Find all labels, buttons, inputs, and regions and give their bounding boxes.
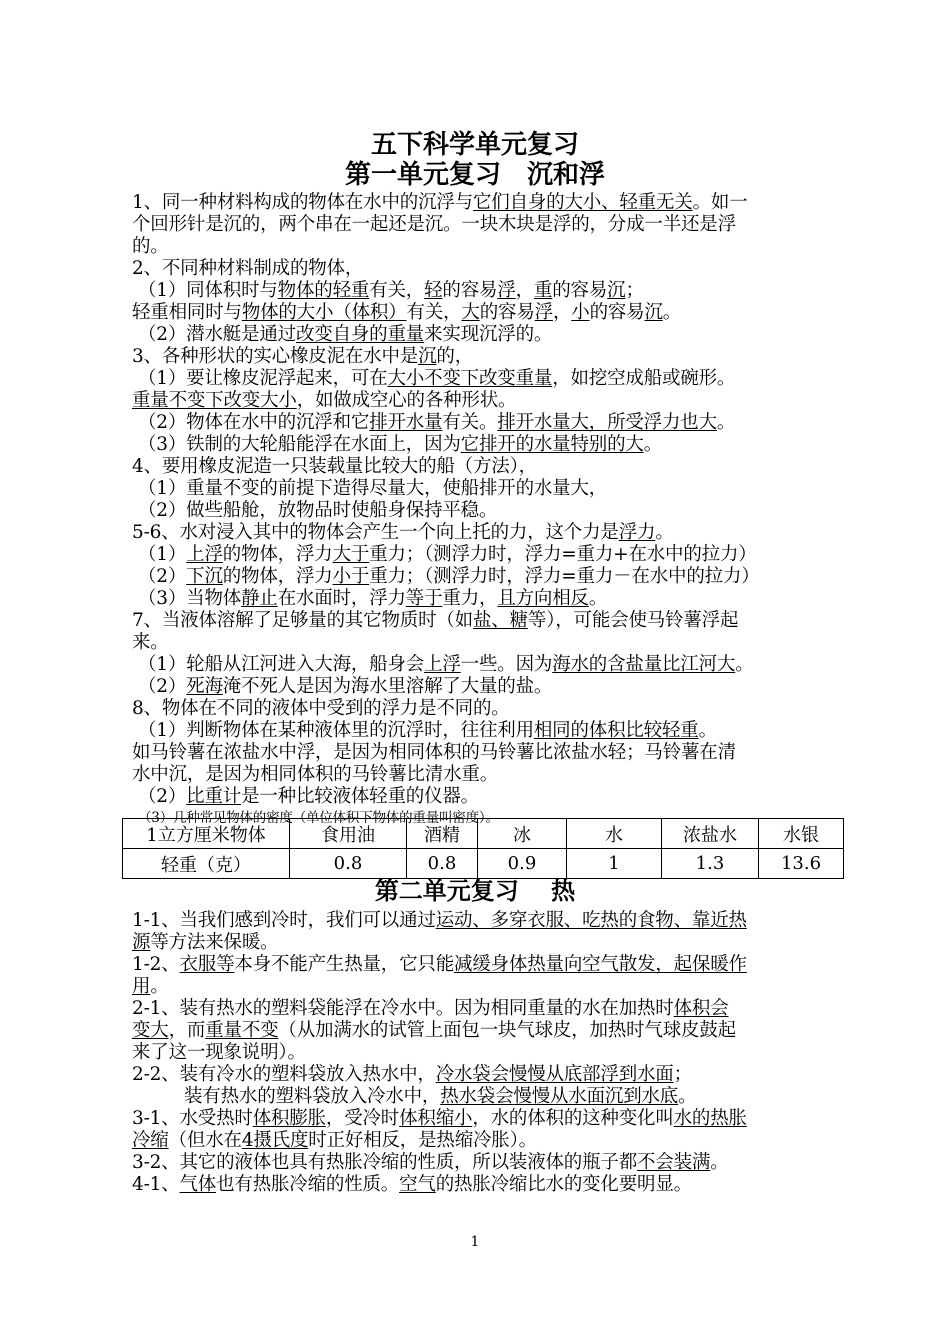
underlined-answer: 沉 [644, 302, 663, 323]
document-title: 五下科学单元复习 [370, 130, 579, 160]
text-span: ，如挖空成船或碗形。 [552, 368, 736, 389]
text-span: 2、不同种材料制成的物体， [132, 258, 364, 279]
paragraph-line [132, 192, 842, 214]
underlined-answer: 相同的体积比较轻重 [533, 720, 699, 741]
underlined-answer: 排开水量大，所受浮力也大 [497, 412, 717, 433]
paragraph-line [132, 280, 842, 302]
paragraph-line [132, 302, 842, 324]
paragraph-line [132, 346, 842, 368]
underlined-answer: 它排开的水量特别的大 [460, 434, 644, 455]
underlined-answer: 物体的大小（体积） [241, 302, 407, 323]
text-span: 。 [698, 720, 717, 741]
table-header-row [123, 819, 844, 849]
underlined-answer: 源 [132, 932, 151, 953]
unit1-content [132, 192, 842, 828]
underlined-answer: 大于 [332, 544, 370, 565]
table-cell: 酒精 [407, 819, 478, 849]
table-cell: 0.8 [407, 849, 478, 879]
text-span: 7、当液体溶解了足够量的其它物质时（如 [132, 610, 473, 631]
text-span: 2-2、装有冷水的塑料袋放入热水中， [132, 1064, 436, 1085]
paragraph-line [132, 632, 842, 654]
text-span: 来实现沉浮的。 [424, 324, 553, 345]
text-span: 的物体，浮力 [222, 566, 333, 587]
text-span: 重力；（测浮力时，浮力=重力－在水中的拉力） [369, 566, 760, 587]
underlined-answer: 冷水袋会慢慢从底部浮到水面 [435, 1064, 674, 1085]
text-span: （1）同体积时与 [138, 280, 278, 301]
underlined-answer: 静止 [241, 588, 278, 609]
text-span: 4-1、 [132, 1174, 180, 1195]
text-span: （2）做些船舱，放物品时使船身保持平稳。 [138, 500, 498, 521]
underlined-answer: 下沉 [186, 566, 223, 587]
underlined-answer: 小于 [332, 566, 370, 587]
underlined-answer: 小 [571, 302, 590, 323]
unit2-heading: 第二单元复习 热 [374, 877, 576, 905]
text-span: 的热胀冷缩比水的变化要明显。 [435, 1174, 692, 1195]
text-span: （1）轮船从江河进入大海，船身会 [138, 654, 425, 675]
text-span: ； [673, 1064, 692, 1085]
underlined-answer: 热水袋会慢慢从水面沉到水底 [440, 1086, 679, 1107]
underlined-answer: 衣服等 [179, 954, 235, 975]
table-cell: 0.8 [290, 849, 407, 879]
text-span: 也有热胀冷缩的性质。 [216, 1174, 400, 1195]
text-span: 一些。因为 [460, 654, 553, 675]
underlined-answer: 物体的轻重 [277, 280, 370, 301]
underlined-answer: 运动、多穿衣服、吃热的食物、靠近热 [435, 910, 747, 931]
unit1-heading: 第一单元复习 沉和浮 [344, 160, 605, 190]
text-span: 。 [662, 302, 682, 323]
table-cell: 水银 [759, 819, 844, 849]
paragraph-line [132, 1130, 842, 1152]
text-span: 。 [655, 522, 674, 543]
paragraph-line [132, 500, 842, 522]
text-span: 。 [710, 1152, 729, 1173]
paragraph-line [132, 324, 842, 346]
text-span: 1、同一种材料构成的物体在水中的沉浮与 [132, 192, 473, 213]
text-span: 重力， [442, 588, 498, 609]
underlined-answer: 沉 [418, 346, 437, 367]
paragraph-line [132, 1108, 842, 1130]
text-span: 2-1、装有热水的塑料袋能浮在冷水中。因为相同重量的水在加热时 [132, 998, 674, 1019]
text-span: （1） [138, 544, 187, 565]
text-span: 1-1、当我们感到冷时，我们可以通过 [132, 910, 436, 931]
text-span: 1-2、 [132, 954, 180, 975]
underlined-answer: 比重计 [186, 786, 242, 807]
text-span: 的物体，浮力 [222, 544, 333, 565]
underlined-answer: 用 [132, 976, 151, 997]
paragraph-line [132, 1086, 842, 1108]
table-cell: 1立方厘米物体 [123, 819, 290, 849]
underlined-answer: 重量不变下改变大小 [132, 390, 297, 411]
underlined-answer: 海水的含盐量比江河大 [552, 654, 736, 675]
text-span: 轻重相同时与 [132, 302, 242, 323]
underlined-answer: 浮力 [618, 522, 656, 543]
underlined-answer: 冷缩 [132, 1130, 169, 1151]
underlined-answer: 不会装满 [637, 1152, 711, 1173]
text-span: 有关， [369, 280, 425, 301]
text-span: ，受冷时 [325, 1108, 400, 1129]
text-span: （2）物体在水中的沉浮和它 [138, 412, 370, 433]
text-span: （2） [138, 566, 187, 587]
underlined-answer: 浮 [497, 280, 516, 301]
table-cell: 1 [567, 849, 662, 879]
text-span: 。 [735, 654, 754, 675]
paragraph-line [132, 1042, 842, 1064]
text-span: 本身不能产生热量，它只能 [234, 954, 455, 975]
text-span: 有关。 [442, 412, 498, 433]
paragraph-line [132, 258, 842, 280]
text-span: ，而 [168, 1020, 206, 1041]
text-span: 。 [678, 1086, 697, 1107]
paragraph-line [132, 698, 842, 720]
text-span: （但水在 [168, 1130, 242, 1151]
text-span: （2）潜水艇是通过 [138, 324, 296, 345]
text-span: 的容易 [552, 280, 608, 301]
table-cell: 冰 [478, 819, 567, 849]
table-cell: 食用油 [290, 819, 407, 849]
paragraph-line [132, 236, 842, 258]
text-span: （从加满水的试管上面包一块气球皮，加热时气球皮鼓起 [278, 1020, 736, 1041]
paragraph-line [132, 976, 842, 998]
text-span: 3、各种形状的实心橡皮泥在水中是 [132, 346, 419, 367]
text-span: 4、要用橡皮泥造一只装载量比较大的船（方法）， [132, 456, 537, 477]
paragraph-line [132, 1064, 842, 1086]
paragraph-line [132, 478, 842, 500]
text-span: 时正好相反，是热缩冷胀）。 [308, 1130, 537, 1151]
text-span: 的容易 [589, 302, 645, 323]
table-cell: 轻重（克） [123, 849, 290, 879]
text-span: ， [552, 302, 572, 323]
text-span: 的， [436, 346, 473, 367]
table-cell: 浓盐水 [662, 819, 759, 849]
text-span: 8、物体在不同的液体中受到的浮力是不同的。 [132, 698, 510, 719]
text-span: 。 [588, 588, 608, 609]
underlined-answer: 水的热胀 [673, 1108, 747, 1129]
text-span: ，如做成空心的各种形状。 [296, 390, 517, 411]
text-span: （3）铁制的大轮船能浮在水面上，因为 [138, 434, 461, 455]
text-span: 有关， [406, 302, 462, 323]
text-span: 装有热水的塑料袋放入冷水中， [184, 1086, 441, 1107]
underlined-answer: 体积缩小 [399, 1108, 473, 1129]
text-span: 如马铃薯在浓盐水中浮，是因为相同体积的马铃薯比浓盐水轻；马铃薯在清 [132, 742, 736, 763]
underlined-answer: 体积膨胀 [252, 1108, 326, 1129]
text-span: 是一种比较液体轻重的仪器。 [241, 786, 479, 807]
text-span: 个回形针是沉的，两个串在一起还是沉。一块木块是浮的，分成一半还是浮 [132, 214, 736, 235]
underlined-answer: 大 [461, 302, 480, 323]
table-cell: 水 [567, 819, 662, 849]
text-span: 水中沉，是因为相同体积的马铃薯比清水重。 [132, 764, 499, 785]
underlined-answer: 等于 [405, 588, 443, 609]
paragraph-line [132, 764, 842, 786]
paragraph-line [132, 742, 842, 764]
paragraph-line [132, 456, 842, 478]
text-span: 。 [716, 412, 736, 433]
underlined-answer: 重量不变 [205, 1020, 279, 1041]
paragraph-line [132, 434, 842, 456]
paragraph-line [132, 544, 842, 566]
text-span: （3）几种常见物体的密度（单位体积下物体的重量叫密度）。 [138, 810, 499, 826]
underlined-answer: 改变自身的重量 [295, 324, 425, 345]
text-span: （1）要让橡皮泥浮起来，可在 [138, 368, 388, 389]
text-span: 在水面时，浮力 [277, 588, 406, 609]
underlined-answer: 上浮 [186, 544, 223, 565]
paragraph-line [132, 786, 842, 808]
text-span: 3-1、水受热时 [132, 1108, 253, 1129]
paragraph-line [132, 998, 842, 1020]
underlined-answer: 死海 [186, 676, 223, 697]
text-span: 。 [643, 434, 662, 455]
text-span: （1）判断物体在某种液体里的沉浮时，往往利用 [138, 720, 534, 741]
underlined-answer: 且方向相反 [497, 588, 589, 609]
paragraph-line [132, 910, 842, 932]
underlined-answer: 气体 [179, 1174, 217, 1195]
underlined-answer: 轻 [424, 280, 443, 301]
text-span: 3-2、其它的液体也具有热胀冷缩的性质，所以装液体的瓶子都 [132, 1152, 637, 1173]
paragraph-line [132, 214, 842, 236]
paragraph-line [132, 1174, 842, 1196]
page-number: 1 [470, 1234, 480, 1250]
paragraph-line [132, 412, 842, 434]
density-table [122, 818, 844, 879]
text-span: （3）当物体 [138, 588, 242, 609]
text-span: 重力；（测浮力时，浮力=重力+在水中的拉力） [369, 544, 757, 565]
table-cell: 1.3 [662, 849, 759, 879]
text-span: 5-6、水对浸入其中的物体会产生一个向上托的力，这个力是 [132, 522, 619, 543]
underlined-answer: 重 [533, 280, 553, 301]
text-span: 。 [150, 976, 169, 997]
text-span: 来了这一现象说明）。 [132, 1042, 306, 1063]
text-span: 等方法来保暖。 [150, 932, 279, 953]
paragraph-line [132, 654, 842, 676]
text-span: 来。 [132, 632, 169, 653]
underlined-answer: 沉 [607, 280, 626, 301]
unit2-content [132, 910, 842, 1196]
paragraph-line [132, 1152, 842, 1174]
underlined-answer: 变大 [132, 1020, 169, 1041]
underlined-answer: 上浮 [424, 654, 461, 675]
text-span: 淹不死人是因为海水里溶解了大量的盐。 [222, 676, 553, 697]
paragraph-line [132, 610, 842, 632]
underlined-answer: 盐、糖 [472, 610, 528, 631]
text-span: ； [625, 280, 644, 301]
paragraph-line [132, 522, 842, 544]
paragraph-line [132, 368, 842, 390]
text-span: （2） [138, 786, 187, 807]
paragraph-line [132, 676, 842, 698]
text-span: （2） [138, 676, 187, 697]
text-span: ，水的体积的这种变化叫 [472, 1108, 674, 1129]
table-cell: 13.6 [759, 849, 844, 879]
paragraph-line [132, 954, 842, 976]
paragraph-line [132, 932, 842, 954]
table-cell: 0.9 [478, 849, 567, 879]
paragraph-line [132, 588, 842, 610]
text-span: 等），可能会使马铃薯浮起 [527, 610, 739, 631]
underlined-answer: 减缓身体热量向空气散发，起保暖作 [454, 954, 747, 975]
underlined-answer: 体积会 [673, 998, 729, 1019]
underlined-answer: 4摄氏度 [241, 1130, 309, 1151]
text-span: ， [515, 280, 534, 301]
underlined-answer: 它们自身的大小、轻重无关 [472, 192, 693, 213]
underlined-answer: 排开水量 [369, 412, 443, 433]
paragraph-line [132, 566, 842, 588]
text-span: 的。 [132, 236, 169, 257]
text-span: （1）重量不变的前提下造得尽量大，使船排开的水量大， [138, 478, 608, 499]
text-span: 的容易 [479, 302, 535, 323]
text-span: 。如一 [692, 192, 748, 213]
text-span: 的容易 [442, 280, 498, 301]
underlined-answer: 空气 [399, 1174, 436, 1195]
paragraph-line [132, 1020, 842, 1042]
underlined-answer: 浮 [534, 302, 553, 323]
underlined-answer: 大小不变下改变重量 [387, 368, 553, 389]
paragraph-line [132, 390, 842, 412]
paragraph-line [132, 720, 842, 742]
